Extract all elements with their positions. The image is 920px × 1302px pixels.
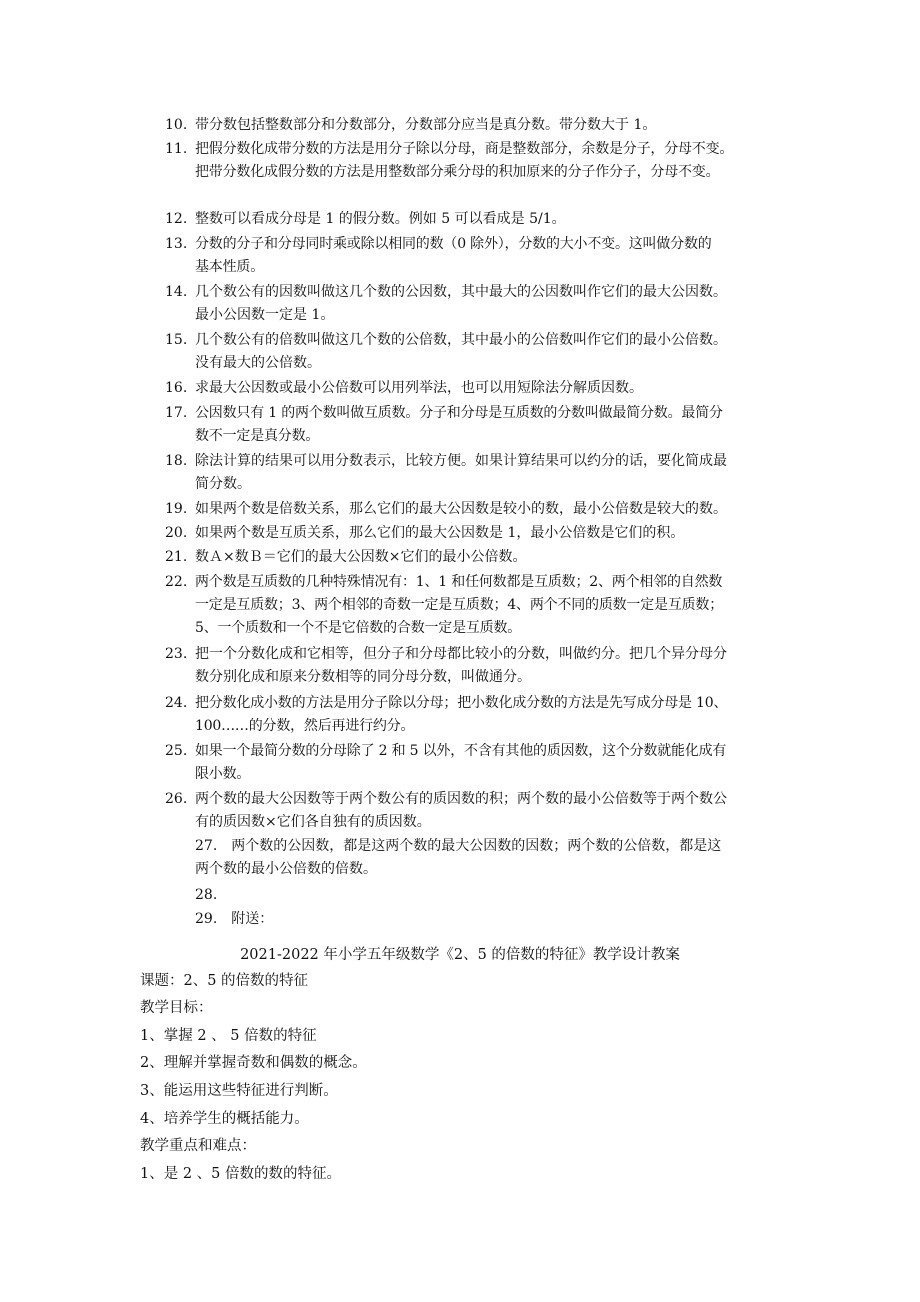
list-item-text: [195, 450, 785, 496]
list-item-text-line: 把一个分数化成和它相等，但分子和分母都比较小的分数，叫做约分。把几个异分母分: [195, 646, 727, 662]
list-item-text-line: 整数可以看成分母是 1 的假分数。例如 5 可以看成是 5/1。: [195, 211, 566, 227]
list-item-text-line: 带分数包括整数部分和分数部分，分数部分应当是真分数。带分数大于 1。: [195, 117, 657, 133]
list-item-27: [195, 835, 721, 858]
list-item-number: 21.: [165, 549, 188, 565]
list-item-text: [195, 546, 785, 569]
list-item-text-line: 求最大公因数或最小公倍数可以用列举法，也可以用短除法分解质因数。: [195, 380, 643, 396]
list-item-text-line: 最小公因数一定是 1。: [195, 307, 335, 323]
list-item-text-line: 如果两个数是互质关系，那么它们的最大公因数是 1，最小公倍数是它们的积。: [195, 525, 685, 541]
list-item-number: 18.: [165, 453, 188, 469]
list-item-text-line: 100……的分数，然后再进行约分。: [195, 718, 415, 734]
list-item-text: [195, 643, 785, 689]
list-item-text-line: 把带分数化成假分数的方法是用整数部分乘分母的积加原来的分子作分子，分母不变。: [195, 164, 720, 180]
list-item-number: 14.: [165, 284, 188, 300]
list-item-text-line: 数分别化成和原来分数相等的同分母分数，叫做通分。: [195, 669, 531, 685]
list-item-number: 24.: [165, 695, 188, 711]
list-item-text: [195, 402, 785, 448]
list-item-number: 26.: [165, 791, 188, 807]
goal-item: 1、掌握 2 、 5 倍数的特征: [140, 1028, 317, 1044]
list-item-text-line: 附送：: [231, 911, 274, 927]
list-item-number: 19.: [165, 501, 188, 517]
list-item-29: [195, 908, 273, 931]
list-item-text: [195, 281, 785, 327]
list-item-text: [195, 740, 785, 786]
list-item-text-line: 5、一个质数和一个不是它倍数的合数一定是互质数。: [195, 620, 522, 636]
list-item-text-line: 分数的分子和分母同时乘或除以相同的数（0 除外），分数的大小不变。这叫做分数的: [195, 236, 712, 252]
list-item-text-line: 限小数。: [195, 766, 251, 782]
list-item-number: 23.: [165, 646, 188, 662]
list-item-number: 28.: [195, 887, 218, 903]
list-item-text-line: 如果两个数是倍数关系，那么它们的最大公因数是较小的数，最小公倍数是较大的数。: [195, 501, 727, 517]
list-item-text-line: 没有最大的公倍数。: [195, 355, 321, 371]
list-item-text: [195, 233, 785, 279]
lesson-plan-title: 2021-2022 年小学五年级数学《2、5 的倍数的特征》教学设计教案: [240, 947, 680, 963]
list-item-text: [195, 114, 785, 137]
list-item-number: 16.: [165, 380, 188, 396]
list-item-27-continuation: [195, 858, 377, 881]
goal-item: 2、理解并掌握奇数和偶数的概念。: [140, 1055, 367, 1071]
list-item-number: 20.: [165, 525, 188, 541]
list-item-number: 10.: [165, 117, 188, 133]
list-item-text-line: 如果一个最简分数的分母除了 2 和 5 以外，不含有其他的质因数，这个分数就能化成有: [195, 743, 727, 759]
list-item-number: 13.: [165, 236, 188, 252]
goal-item: 4、培养学生的概括能力。: [140, 1111, 309, 1127]
key-points-heading: 教学重点和难点：: [140, 1138, 256, 1154]
list-item-text: [195, 498, 785, 521]
list-item-text-line: 公因数只有 1 的两个数叫做互质数。分子和分母是互质数的分数叫做最简分数。最简分: [195, 405, 723, 421]
teaching-goals-heading: 教学目标：: [140, 1000, 213, 1016]
list-item-text-line: 几个数公有的倍数叫做这几个数的公倍数，其中最小的公倍数叫作它们的最小公倍数。: [195, 332, 727, 348]
list-item-number: 15.: [165, 332, 188, 348]
list-item-number: 27.: [195, 838, 218, 854]
list-item-number: 29.: [195, 911, 218, 927]
list-item-text-line: 两个数的最小公倍数的倍数。: [195, 861, 377, 877]
list-item-text-line: 基本性质。: [195, 259, 264, 275]
goal-item: 3、能运用这些特征进行判断。: [140, 1083, 338, 1099]
lesson-topic: 课题：2、5 的倍数的特征: [140, 973, 309, 989]
list-item-text-line: 几个数公有的因数叫做这几个数的公因数，其中最大的公因数叫作它们的最大公因数。: [195, 284, 727, 300]
list-item-text-line: 除法计算的结果可以用分数表示，比较方便。如果计算结果可以约分的话，要化简成最: [195, 453, 727, 469]
list-item-text-line: 一定是互质数；3、两个相邻的奇数一定是互质数；4、两个不同的质数一定是互质数；: [195, 597, 724, 613]
list-item-text-line: 两个数是互质数的几种特殊情况有：1、1 和任何数都是互质数；2、两个相邻的自然数: [195, 574, 723, 590]
list-item-text-line: 有的质因数×它们各自独有的质因数。: [195, 814, 431, 830]
list-item-text-line: 把分数化成小数的方法是用分子除以分母；把小数化成分数的方法是先写成分母是 10、: [195, 695, 728, 711]
list-item-text-line: 两个数的公因数，都是这两个数的最大公因数的因数；两个数的公倍数，都是这: [231, 838, 722, 854]
list-item-text: [195, 788, 785, 834]
list-item-text: [195, 522, 785, 545]
list-item-text-line: 数Ａ×数Ｂ＝它们的最大公因数×它们的最小公倍数。: [195, 549, 527, 565]
list-item-text: [195, 208, 785, 231]
list-item-text-line: 数不一定是真分数。: [195, 428, 320, 444]
list-item-number: 11.: [165, 141, 188, 157]
list-item-number: 25.: [165, 743, 188, 759]
list-item-text: [195, 138, 785, 184]
list-item-text: [195, 329, 785, 375]
list-item-28: [195, 884, 217, 907]
key-point-item: 1、是 2 、5 倍数的数的特征。: [140, 1166, 342, 1182]
list-item-text-line: 把假分数化成带分数的方法是用分子除以分母，商是整数部分，余数是分子，分母不变。: [195, 141, 734, 157]
list-item-text: [195, 571, 785, 640]
list-item-text-line: 简分数。: [195, 476, 251, 492]
list-item-number: 12.: [165, 211, 188, 227]
list-item-number: 17.: [165, 405, 188, 421]
list-item-text-line: 两个数的最大公因数等于两个数公有的质因数的积；两个数的最小公倍数等于两个数公: [195, 791, 727, 807]
list-item-text: [195, 692, 785, 738]
list-item-text: [195, 377, 785, 400]
list-item-number: 22.: [165, 574, 188, 590]
